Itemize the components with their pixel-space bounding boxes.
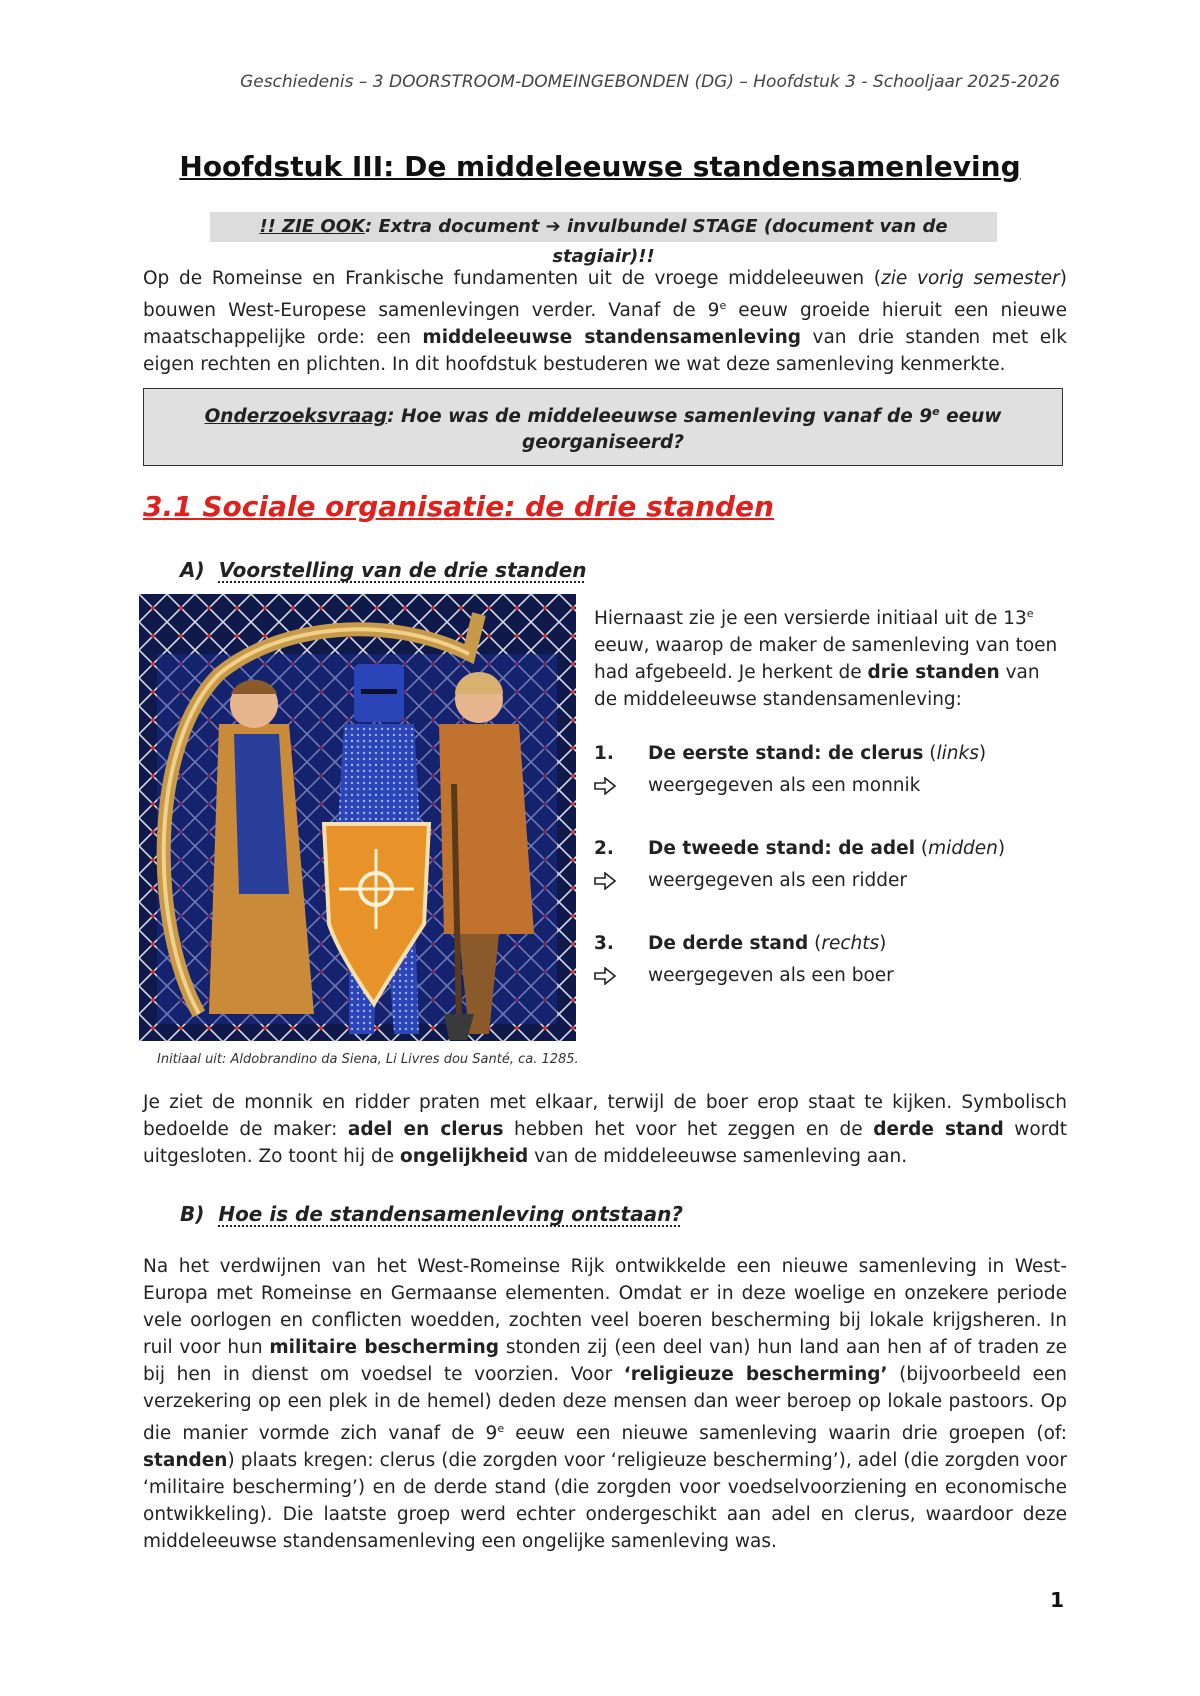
subheading-b-title: Hoe is de standensamenleving ontstaan? [218, 1202, 683, 1226]
estate-position: rechts [821, 933, 880, 954]
estate-title-text: De tweede stand: de adel [648, 838, 916, 859]
intro-text-1: Op de Romeinse en Frankische fundamenten uit de vroege middeleeuwen ( [143, 268, 882, 289]
estate-title: De tweede stand: de adel (midden) [648, 838, 1006, 859]
origin-bold-1: militaire bescherming [269, 1337, 500, 1358]
estate-description: weergegeven als een monnik [648, 775, 921, 796]
intro-paragraph [143, 265, 1067, 378]
origin-text-2: stonden zij (een deel van) hun land aan hen af of traden ze bij hen in dienst om voedsel te voorzien. Voor [143, 1337, 1067, 1385]
intro-text-3: eeuw groeide hieruit een nieuwe maatschappelijke orde: een [143, 300, 1067, 349]
estate-description: weergegeven als een boer [648, 965, 894, 986]
outline-arrow-icon [594, 777, 616, 795]
estate-title-row [594, 928, 1066, 960]
origin-text-3: (bijvoorbeeld een verzekering op een plek in de hemel) deden deze mensen dan weer beroep op lokale pastoors. Op die manier vormde zich vanaf de 9 [143, 1364, 1067, 1445]
see-also-banner [210, 212, 997, 267]
image-description [594, 600, 1066, 713]
estate-number: 3. [594, 933, 614, 954]
see-also-text: : Extra document [365, 216, 546, 237]
see-also-prefix: !! ZIE OOK [259, 216, 365, 237]
research-question-line-2: georganiseerd? [521, 432, 685, 454]
intro-sup: e [719, 299, 727, 312]
estate-position: links [936, 743, 979, 764]
after-image-text-4: van de middeleeuwse samenleving aan. [528, 1146, 908, 1167]
subheading-a-letter: A) [180, 558, 205, 582]
intro-italic: zie vorig semester [881, 268, 1060, 289]
estate-position: midden [928, 838, 998, 859]
estate-title-row [594, 833, 1066, 865]
intro-text-2: ) bouwen West-Europese samenlevingen verder. Vanaf de 9 [143, 268, 1067, 322]
image-caption: Initiaal uit: Aldobrandino da Siena, Li Livres dou Santé, ca. 1285. [157, 1052, 579, 1067]
subheading-b [180, 1202, 683, 1226]
estate-desc-row [594, 960, 1066, 992]
estate-item-1 [594, 738, 1066, 802]
estate-item-2 [594, 833, 1066, 897]
illuminated-initial-image [139, 594, 576, 1041]
research-question-text-1: : Hoe was de middeleeuwse samenleving vanaf de 9 [387, 406, 933, 428]
after-image-bold-2: derde stand [873, 1119, 1004, 1140]
illuminated-initial-drawing [139, 594, 576, 1041]
research-question-sup: e [932, 405, 940, 418]
image-description-text-2: eeuw, waarop de maker de samenleving van toen had afgebeeld. Je herkent de [594, 635, 1058, 684]
estate-title-text: De derde stand [648, 933, 809, 954]
estate-title: De derde stand (rechts) [648, 933, 887, 954]
estate-number: 1. [594, 743, 614, 764]
after-image-paragraph [143, 1089, 1067, 1170]
image-description-bold: drie standen [867, 662, 1000, 684]
estate-number: 2. [594, 838, 614, 859]
research-question-box [143, 388, 1063, 466]
origin-bold-2: ‘religieuze bescherming’ [623, 1364, 888, 1385]
subheading-a-title: Voorstelling van de drie standen [218, 558, 587, 582]
estate-desc-row [594, 770, 1066, 802]
origin-text-5: ) plaats kregen: clerus (die zorgden voor ‘religieuze bescherming’), adel (die zorgden voor ‘militaire bescherming’) en de derde stand (die zorgden voor voedselvoorziening en economische ontwikkeling). Die laatste groep werd echter ondergeschikt aan adel en clerus, waardoor deze middeleeuwse standensamenleving een ongelijke samenleving was. [143, 1450, 1067, 1553]
research-question-line-1 [144, 399, 1062, 430]
page-number: 1 [1050, 1588, 1064, 1612]
estate-title: De eerste stand: de clerus (links) [648, 743, 987, 764]
after-image-text-2: hebben het voor het zeggen en de [503, 1119, 874, 1140]
estate-title-text: De eerste stand: de clerus [648, 743, 924, 764]
outline-arrow-icon [594, 967, 616, 985]
right-arrow-icon: ➔ [545, 216, 561, 237]
section-heading: 3.1 Sociale organisatie: de drie standen [143, 490, 774, 523]
research-question-text-2: eeuw [939, 406, 1002, 428]
image-description-sup: e [1026, 607, 1034, 620]
origin-sup: e [497, 1422, 505, 1435]
intro-text-4: van drie standen met elk eigen rechten en plichten. In dit hoofdstuk bestuderen we wat deze samenleving kenmerkte. [143, 327, 1067, 376]
subheading-a [180, 558, 587, 582]
estate-title-row [594, 738, 1066, 770]
running-header: Geschiedenis – 3 DOORSTROOM-DOMEINGEBONDEN (DG) – Hoofdstuk 3 - Schooljaar 2025-2026 [240, 72, 1060, 92]
after-image-bold-1: adel en clerus [347, 1119, 504, 1140]
research-question-label: Onderzoeksvraag [204, 406, 388, 428]
origin-text-1: Na het verdwijnen van het West-Romeinse Rijk ontwikkelde een nieuwe samenleving in West-Europa met Romeinse en Germaanse elementen. Omdat er in deze woelige en onzekere periode vele oorlogen en conflicten woedden, zochten veel boeren bescherming bij lokale krijgsheren. In ruil voor hun [143, 1256, 1067, 1358]
origin-paragraph [143, 1253, 1067, 1555]
after-image-text-1: Je ziet de monnik en ridder praten met elkaar, terwijl de boer erop staat te kijken. Symbolisch bedoelde de maker: [143, 1092, 1067, 1140]
estate-desc-row [594, 865, 1066, 897]
page-title: Hoofdstuk III: De middeleeuwse standensamenleving [179, 150, 1021, 183]
origin-text-4: eeuw een nieuwe samenleving waarin drie groepen (of: [504, 1423, 1067, 1445]
subheading-b-letter: B) [180, 1202, 205, 1226]
after-image-text-3: wordt uitgesloten. Zo toont hij de [143, 1119, 1067, 1167]
estate-item-3 [594, 928, 1066, 992]
after-image-bold-3: ongelijkheid [399, 1146, 529, 1167]
image-description-text-3: van de middeleeuwse standensamenleving: [594, 662, 1040, 711]
origin-bold-3: standen [143, 1450, 228, 1472]
see-also-rest: invulbundel STAGE (document van de stagiair)!! [552, 216, 948, 267]
outline-arrow-icon [594, 872, 616, 890]
image-description-text-1: Hiernaast zie je een versierde initiaal uit de 13 [594, 608, 1027, 630]
estate-description: weergegeven als een ridder [648, 870, 907, 891]
intro-bold: middeleeuwse standensamenleving [422, 327, 802, 349]
